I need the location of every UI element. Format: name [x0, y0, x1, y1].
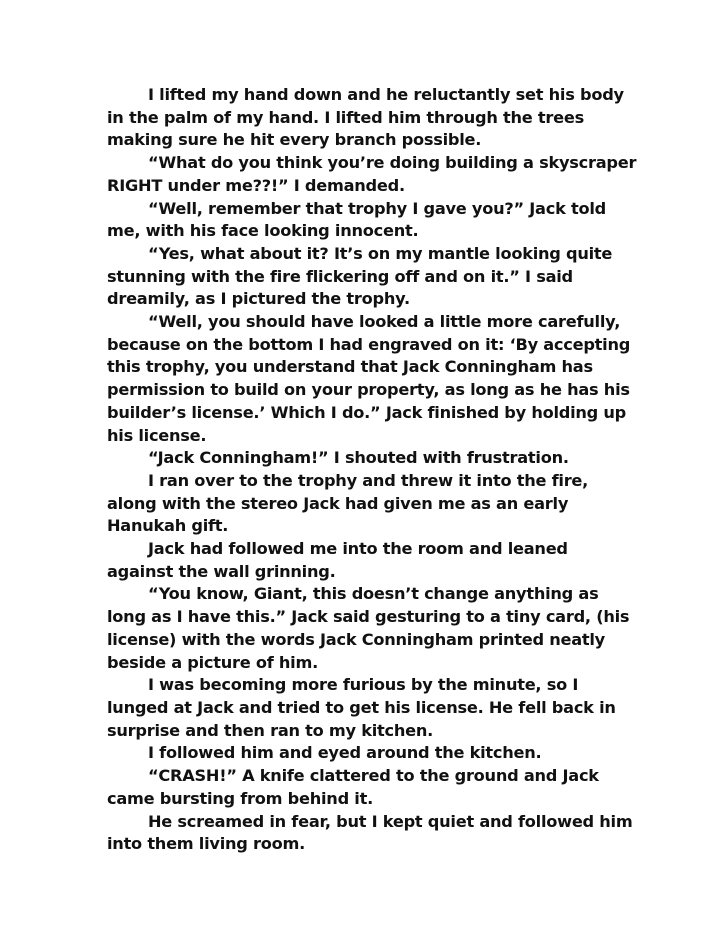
paragraph-13: He screamed in fear, but I kept quiet and followed him into them living room. [107, 811, 633, 854]
paragraph-2: “What do you think you’re doing building a skyscraper RIGHT under me??!” I demanded. [107, 153, 637, 195]
paragraph-3: “Well, remember that trophy I gave you?” Jack told me, with his face looking innocent. [107, 198, 606, 241]
paragraph-10: I was becoming more furious by the minute, so I lunged at Jack and tried to get his license. He fell back in surprise and then ran to my kitchen. [107, 675, 616, 740]
paragraph-4: “Yes, what about it? It’s on my mantle looking quite stunning with the fire flickering off and on it.” I said dreamily, as I pictured the trophy. [107, 243, 613, 309]
paragraph-11: I followed him and eyed around the kitchen. [148, 743, 542, 763]
paragraph-6: “Jack Conningham!” I shouted with frustration. [148, 448, 569, 468]
paragraph-5: “Well, you should have looked a little more carefully, because on the bottom I had engraved on it: ‘By accepting this trophy, you understand that Jack Conningham has permission to build on your property, as long as he has his builder’s license.’ Which I do.” Jack finished by holding up his license. [107, 312, 631, 445]
story-text [107, 84, 637, 856]
paragraph-8: Jack had followed me into the room and leaned against the wall grinning. [107, 539, 568, 581]
paragraph-7: I ran over to the trophy and threw it into the fire, along with the stereo Jack had given me as an early Hanukah gift. [107, 470, 589, 536]
paragraph-12: “CRASH!” A knife clattered to the ground and Jack came bursting from behind it. [107, 766, 599, 808]
paragraph-1: I lifted my hand down and he reluctantly set his body in the palm of my hand. I lifted him through the trees making sure he hit every branch possible. [107, 85, 624, 150]
paragraph-9: “You know, Giant, this doesn’t change anything as long as I have this.” Jack said gesturing to a tiny card, (his license) with the words Jack Conningham printed neatly beside a picture of him. [107, 584, 630, 672]
